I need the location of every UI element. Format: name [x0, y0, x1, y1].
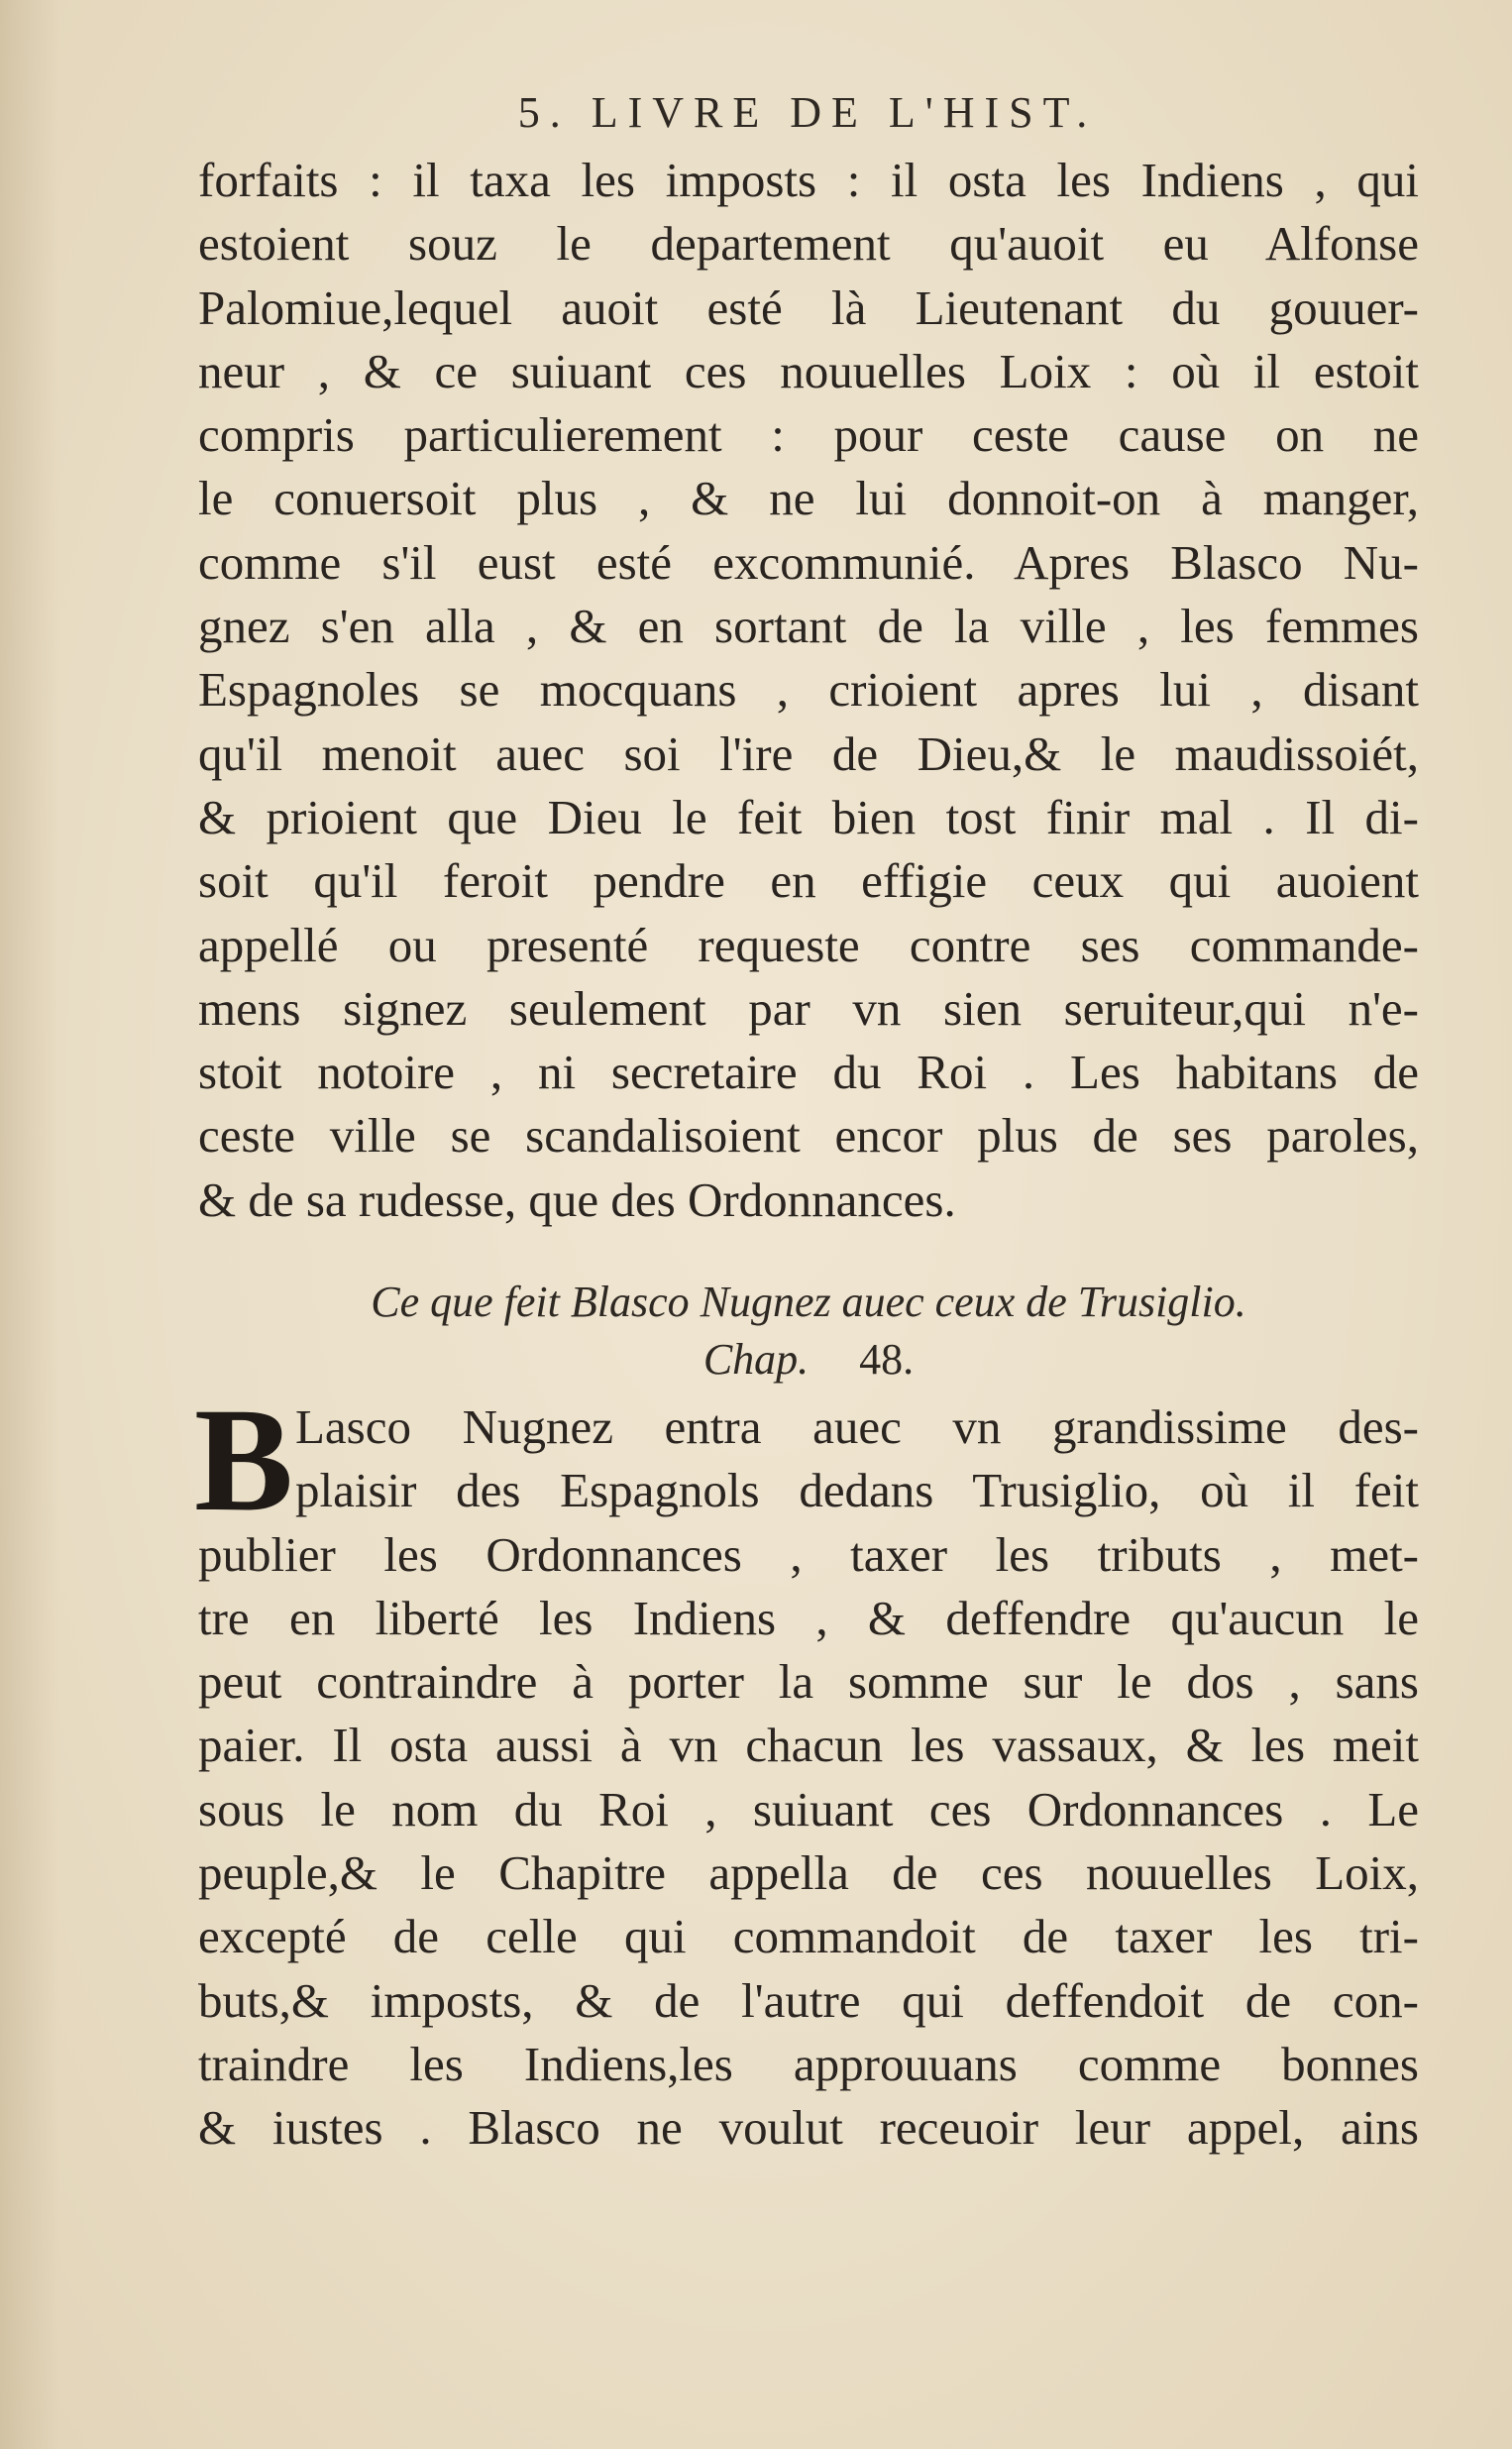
chapter-heading [198, 1274, 1419, 1389]
text-line: estoient souz le departement qu'auoit eu Alfonse [198, 216, 1419, 272]
text-line: ceste ville se scandalisoient encor plus de ses paroles, [198, 1108, 1419, 1164]
chapter-number-line [198, 1331, 1419, 1389]
text-line: sous le nom du Roi , suiuant ces Ordonnances . Le [198, 1781, 1419, 1837]
text-line: Lasco Nugnez entra auec vn grandissime des- [295, 1399, 1419, 1454]
text-line: plaisir des Espagnols dedans Trusiglio, où il feit [295, 1463, 1419, 1518]
text-line: soit qu'il feroit pendre en effigie ceux qui auoient [198, 853, 1419, 909]
text-line: & iustes . Blasco ne voulut receuoir leur appel, ains [198, 2100, 1419, 2156]
text-line: publier les Ordonnances , taxer les tributs , met- [198, 1526, 1419, 1582]
text-line: compris particulierement : pour ceste cause on ne [198, 407, 1419, 463]
text-line: tre en liberté les Indiens , & deffendre qu'aucun le [198, 1590, 1419, 1645]
text-line: peut contraindre à porter la somme sur le dos , sans [198, 1654, 1419, 1710]
chapter-number: 48. [859, 1335, 915, 1384]
text-line: peuple,& le Chapitre appella de ces nouuelles Loix, [198, 1845, 1419, 1901]
text-line: qu'il menoit auec soi l'ire de Dieu,& le maudissoiét, [198, 725, 1419, 781]
running-head: 5. LIVRE DE L'HIST. [517, 88, 1098, 137]
chapter-title: Ce que feit Blasco Nugnez auec ceux de Trusiglio. [371, 1278, 1246, 1326]
text-line: neur , & ce suiuant ces nouuelles Loix : où il estoit [198, 343, 1419, 398]
text-line: le conuersoit plus , & ne lui donnoit-on à manger, [198, 471, 1419, 526]
text-line: excepté de celle qui commandoit de taxer les tri- [198, 1909, 1419, 1964]
section-1-text [198, 149, 1419, 1232]
text-line: buts,& imposts, & de l'autre qui deffendoit de con- [198, 1972, 1419, 2028]
page-edge-shadow [0, 0, 59, 2449]
text-line: comme s'il eust esté excommunié. Apres Blasco Nu- [198, 534, 1419, 590]
text-line: mens signez seulement par vn sien seruiteur,qui n'e- [198, 980, 1419, 1036]
section-2-text [198, 1395, 1419, 2161]
text-line: appellé ou presenté requeste contre ses commande- [198, 917, 1419, 972]
text-line: stoit notoire , ni secretaire du Roi . Les habitans de [198, 1045, 1419, 1100]
text-line: & de sa rudesse, que des Ordonnances. [198, 1171, 956, 1227]
text-line: & prioient que Dieu le feit bien tost finir mal . Il di- [198, 789, 1419, 844]
text-line: gnez s'en alla , & en sortant de la ville , les femmes [198, 599, 1419, 654]
chapter-label: Chap. [702, 1335, 810, 1384]
text-line: traindre les Indiens,les approuuans comme bonnes [198, 2036, 1419, 2091]
text-line: Espagnoles se mocquans , crioient apres lui , disant [198, 662, 1419, 718]
drop-cap-initial: B [194, 1378, 294, 1542]
text-line: forfaits : il taxa les imposts : il osta les Indiens , qui [198, 153, 1419, 207]
text-line: Palomiue,lequel auoit esté là Lieutenant du gouuer- [198, 279, 1419, 335]
text-line: paier. Il osta aussi à vn chacun les vassaux, & les meit [198, 1718, 1419, 1773]
